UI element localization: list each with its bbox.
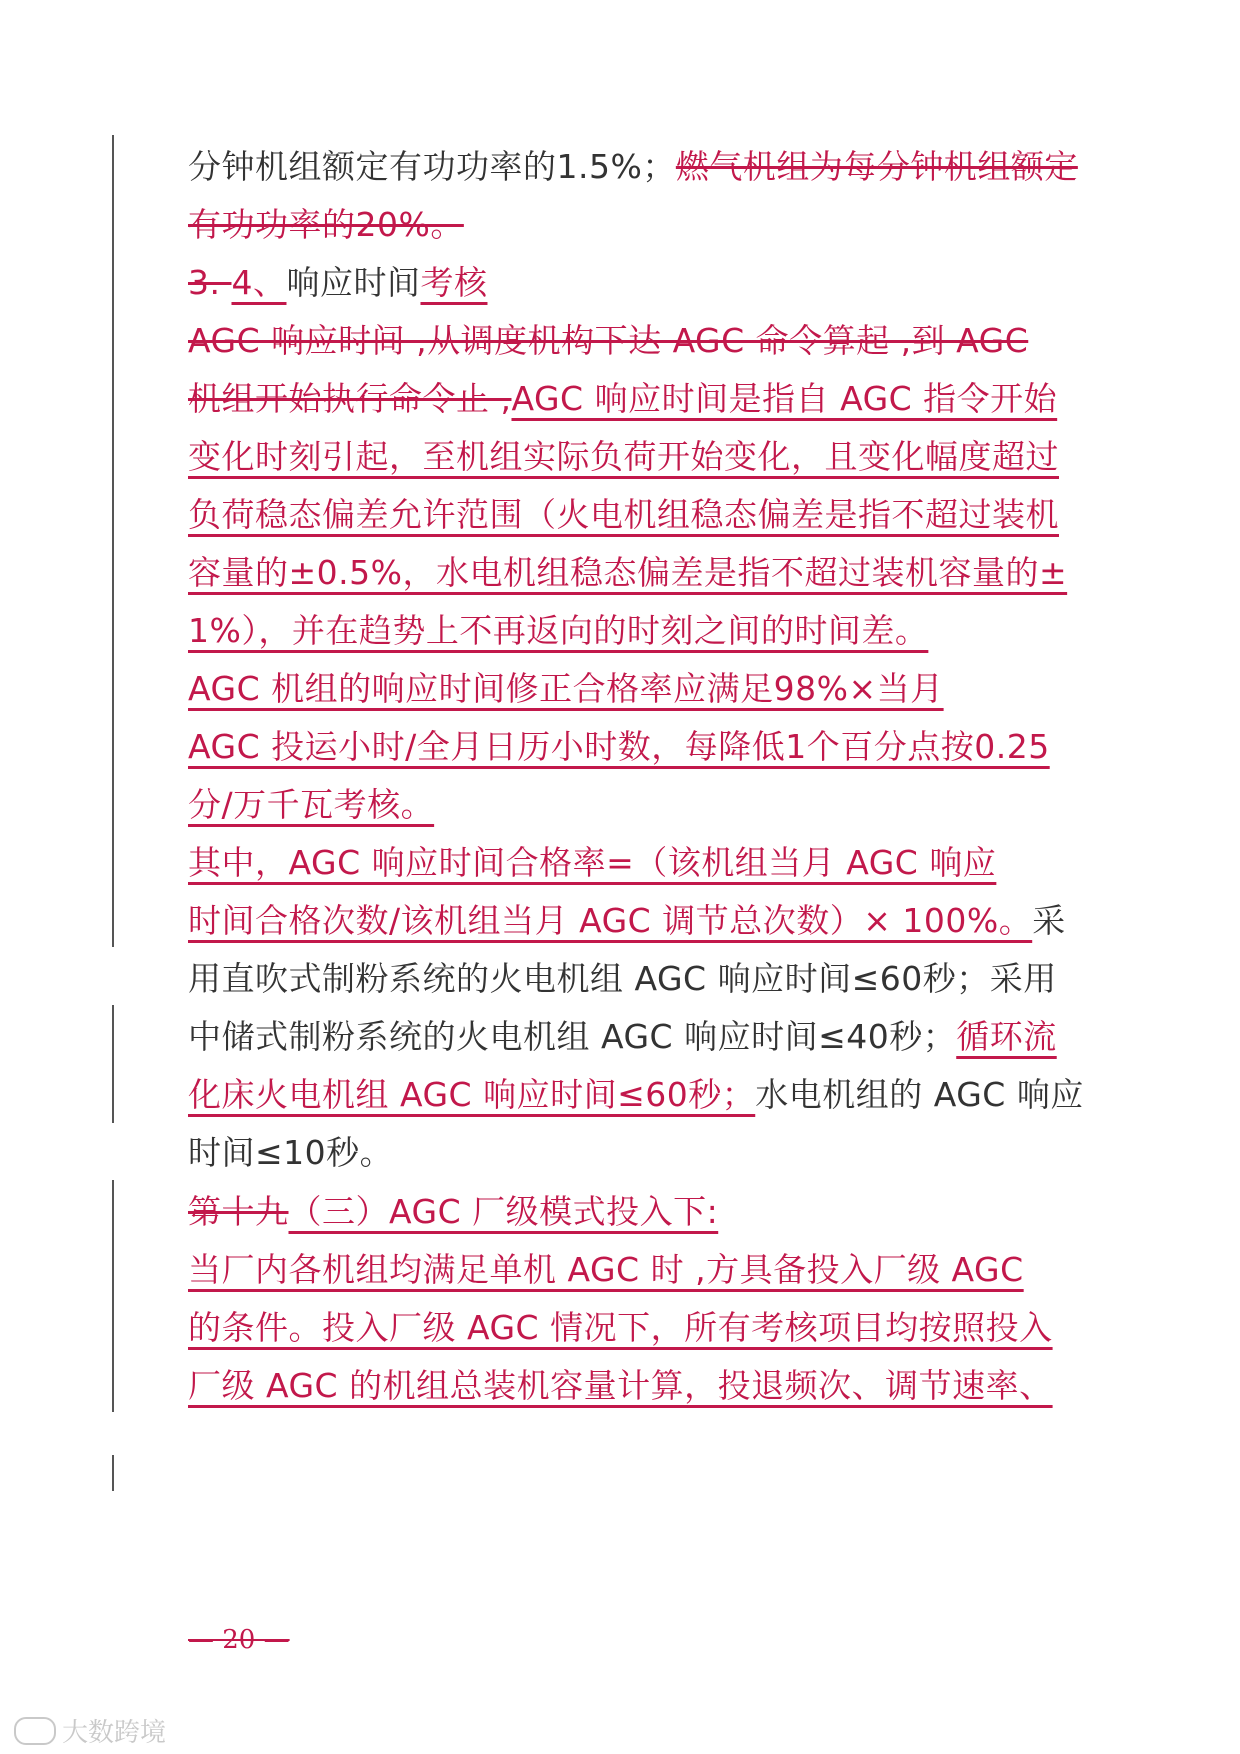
revision-bar	[112, 1455, 114, 1491]
inserted-text: AGC 机组的响应时间修正合格率应满足98%×当月	[188, 669, 944, 708]
deleted-text: 燃气机组为每分钟机组额定	[675, 147, 1078, 186]
watermark-logo-icon	[14, 1717, 56, 1745]
body-text: 中储式制粉系统的火电机组 AGC 响应时间≤40秒；	[188, 1017, 957, 1056]
inserted-text: 1%），并在趋势上不再返向的时刻之间的时间差。	[188, 611, 929, 650]
deleted-text: 有功功率的20%。	[188, 205, 464, 244]
text-line	[188, 1005, 1057, 1069]
body-text: 响应时间	[286, 263, 421, 302]
text-line	[188, 135, 1078, 199]
text-line	[188, 599, 1052, 663]
inserted-text: 考核	[420, 263, 488, 302]
inserted-text: 容量的±0.5%，水电机组稳态偏差是指不超过装机容量的±	[188, 553, 1068, 592]
inserted-text: 4、	[231, 263, 287, 302]
text-line	[188, 947, 1057, 1011]
inserted-text: 其中，AGC 响应时间合格率=（该机组当月 AGC 响应	[188, 843, 997, 882]
text-line	[188, 483, 1059, 547]
body-text: 分钟机组额定有功功率的1.5%；	[188, 147, 676, 186]
deleted-text: AGC 响应时间 ,从调度机构下达 AGC 命令算起 ,到 AGC	[188, 321, 1029, 360]
text-line	[188, 541, 1068, 605]
inserted-text: 当厂内各机组均满足单机 AGC 时 ,方具备投入厂级 AGC	[188, 1250, 1024, 1289]
revision-bar	[112, 1180, 114, 1412]
deleted-text: 3.	[188, 263, 232, 302]
deleted-text: 机组开始执行命令止 ,	[188, 379, 512, 418]
inserted-text: 时间合格次数/该机组当月 AGC 调节总次数）× 100%。	[188, 901, 1033, 940]
text-line	[188, 1296, 1052, 1360]
inserted-text: AGC 响应时间是指自 AGC 指令开始	[511, 379, 1058, 418]
text-line	[188, 193, 1052, 257]
text-line	[188, 1180, 1052, 1244]
text-line	[188, 1121, 1052, 1185]
body-text: 时间≤10秒。	[188, 1133, 394, 1172]
inserted-text: 循环流	[956, 1017, 1057, 1056]
text-line	[188, 831, 1052, 895]
page-number: — 20 —	[188, 1625, 290, 1655]
body-text: 采	[1032, 901, 1066, 940]
text-line	[188, 773, 1052, 837]
deleted-text: 第十九	[188, 1192, 289, 1231]
inserted-text: 变化时刻引起，至机组实际负荷开始变化，且变化幅度超过	[188, 437, 1059, 476]
text-line	[188, 425, 1059, 489]
watermark	[14, 1712, 166, 1749]
inserted-text: （三）AGC 厂级模式投入下:	[288, 1192, 719, 1231]
inserted-text: 厂级 AGC 的机组总装机容量计算，投退频次、调节速率、	[188, 1366, 1053, 1405]
text-line	[188, 251, 1052, 315]
text-line	[188, 367, 1058, 431]
text-line	[188, 889, 1066, 953]
inserted-text: 分/万千瓦考核。	[188, 785, 435, 824]
inserted-text: 负荷稳态偏差允许范围（火电机组稳态偏差是指不超过装机	[188, 495, 1059, 534]
revision-bar	[112, 135, 114, 947]
inserted-text: AGC 投运小时/全月日历小时数，每降低1个百分点按0.25	[188, 727, 1050, 766]
body-text: 用直吹式制粉系统的火电机组 AGC 响应时间≤60秒；采用	[188, 959, 1057, 998]
inserted-text: 的条件。投入厂级 AGC 情况下，所有考核项目均按照投入	[188, 1308, 1053, 1347]
text-line	[188, 309, 1052, 373]
body-text: 水电机组的 AGC 响应	[755, 1075, 1084, 1114]
watermark-text: 大数跨境	[62, 1718, 167, 1748]
text-line	[188, 715, 1052, 779]
text-line	[188, 1063, 1084, 1127]
revision-bar	[112, 1005, 114, 1123]
text-line	[188, 657, 1052, 721]
text-line	[188, 1238, 1052, 1302]
text-line	[188, 1354, 1052, 1418]
inserted-text: 化床火电机组 AGC 响应时间≤60秒；	[188, 1075, 756, 1114]
